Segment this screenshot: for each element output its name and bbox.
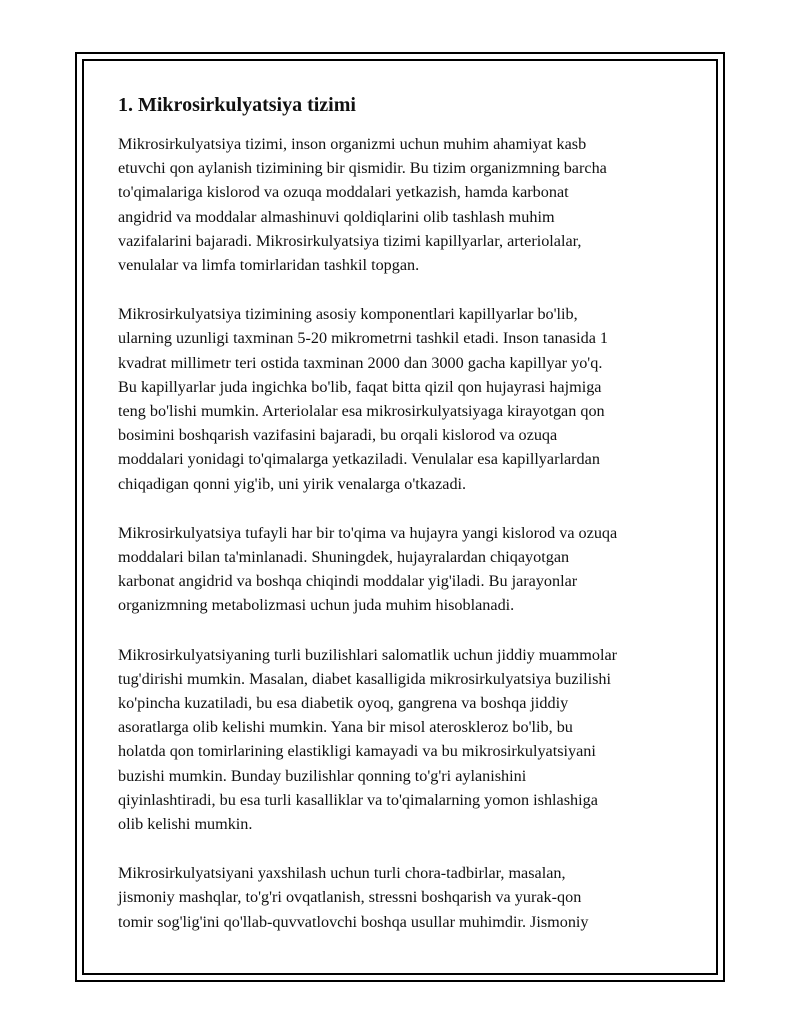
text-line: Bu kapillyarlar juda ingichka bo'lib, faqat bitta qizil qon hujayrasi hajmiga (118, 377, 602, 396)
paragraph-5 (118, 861, 688, 934)
text-line: Mikrosirkulyatsiya tufayli har bir to'qima va hujayra yangi kislorod va ozuqa (118, 523, 618, 542)
text-line: ko'pincha kuzatiladi, bu esa diabetik oyoq, gangrena va boshqa jiddiy (118, 694, 569, 713)
text-line: tug'dirishi mumkin. Masalan, diabet kasalligida mikrosirkulyatsiya buzilishi (118, 669, 611, 688)
text-line: Mikrosirkulyatsiyani yaxshilash uchun turli chora-tadbirlar, masalan, (118, 864, 566, 883)
text-line: chiqadigan qonni yig'ib, uni yirik venalarga o'tkazadi. (118, 474, 467, 493)
text-line: Mikrosirkulyatsiyaning turli buzilishlari salomatlik uchun jiddiy muammolar (118, 645, 618, 664)
text-line: etuvchi qon aylanish tizimining bir qismidir. Bu tizim organizmning barcha (118, 159, 607, 178)
paragraph-2 (118, 302, 688, 496)
text-line: moddalari bilan ta'minlanadi. Shuningdek, hujayralardan chiqayotgan (118, 548, 570, 567)
text-line: organizmning metabolizmasi uchun juda muhim hisoblanadi. (118, 596, 515, 615)
section-heading: 1. Mikrosirkulyatsiya tizimi (118, 94, 356, 116)
text-line: Mikrosirkulyatsiya tizimi, inson organizmi uchun muhim ahamiyat kasb (118, 135, 587, 153)
text-line: vazifalarini bajaradi. Mikrosirkulyatsiya tizimi kapillyarlar, arteriolalar, (118, 231, 582, 250)
text-line: ularning uzunligi taxminan 5-20 mikrometrni tashkil etadi. Inson tanasida 1 (118, 329, 609, 348)
text-line: qiyinlashtiradi, bu esa turli kasalliklar va to'qimalarning yomon ishlashiga (118, 790, 598, 809)
text-line: jismoniy mashqlar, to'g'ri ovqatlanish, stressni boshqarish va yurak-qon (118, 888, 582, 907)
text-line: angidrid va moddalar almashinuvi qoldiqlarini olib tashlash muhim (118, 207, 555, 226)
text-line: Mikrosirkulyatsiya tizimining asosiy komponentlari kapillyarlar bo'lib, (118, 305, 578, 324)
text-line: holatda qon tomirlarining elastikligi kamayadi va bu mikrosirkulyatsiyani (118, 742, 596, 761)
text-line: venulalar va limfa tomirlaridan tashkil topgan. (118, 256, 420, 275)
paragraph-1 (118, 132, 688, 277)
text-line: buzishi mumkin. Bunday buzilishlar qonning to'g'ri aylanishini (118, 766, 527, 785)
text-line: moddalari yonidagi to'qimalarga yetkaziladi. Venulalar esa kapillyarlardan (118, 450, 600, 469)
text-line: to'qimalariga kislorod va ozuqa moddalari yetkazish, hamda karbonat (118, 183, 569, 202)
text-line: olib kelishi mumkin. (118, 815, 253, 834)
text-line: bosimini boshqarish vazifasini bajaradi, bu orqali kislorod va ozuqa (118, 426, 558, 445)
paragraph-3 (118, 521, 688, 618)
text-line: karbonat angidrid va boshqa chiqindi moddalar yig'iladi. Bu jarayonlar (118, 572, 578, 591)
text-line: asoratlarga olib kelishi mumkin. Yana bir misol ateroskleroz bo'lib, bu (118, 718, 573, 737)
paragraph-4 (118, 643, 688, 837)
text-line: kvadrat millimetr teri ostida taxminan 2000 dan 3000 gacha kapillyar yo'q. (118, 353, 603, 372)
text-line: tomir sog'lig'ini qo'llab-quvvatlovchi boshqa usullar muhimdir. Jismoniy (118, 912, 589, 931)
document-body (118, 92, 688, 959)
text-line: teng bo'lishi mumkin. Arteriolalar esa mikrosirkulyatsiyaga kirayotgan qon (118, 402, 605, 421)
